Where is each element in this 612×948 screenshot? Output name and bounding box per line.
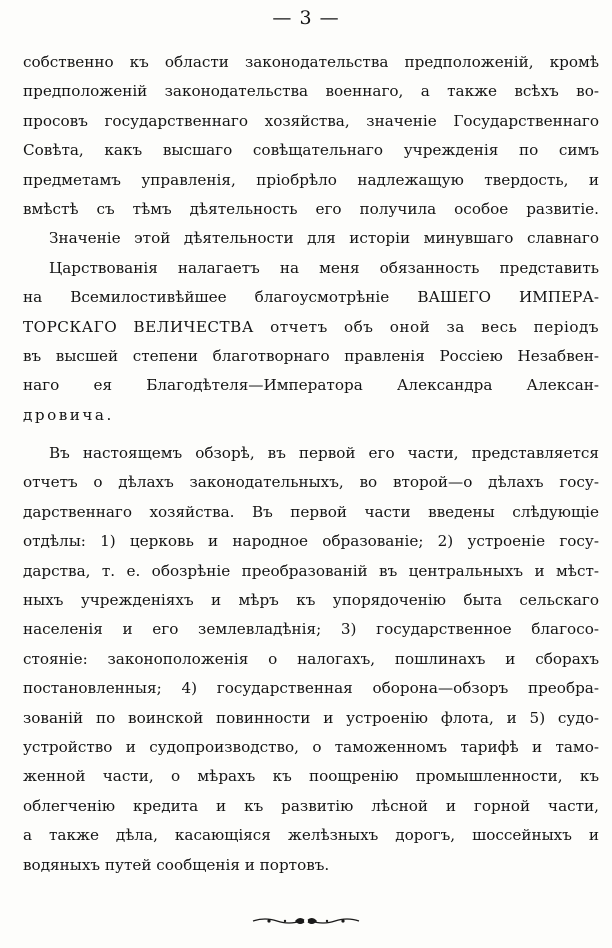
text-line: ныхъ учрежденiяхъ и мѣръ къ упорядоченiю быта сельскаго	[23, 591, 599, 610]
text-line: собственно къ области законодательства предположенiй, кромѣ	[23, 53, 599, 71]
text-line: а также дѣла, касающiяся желѣзныхъ дорогъ, шоссейныхъ и	[23, 826, 599, 845]
text-line: просовъ государственнаго хозяйства, значенiе Государственнаго	[23, 111, 599, 130]
text-line: въ высшей степени благотворнаго правленiя Россiею Незабвен-	[23, 346, 599, 365]
ornamental-divider-icon	[251, 913, 361, 929]
text-line: на Всемилостивѣйшее благоусмотрѣнiе ВАШЕГО ИМПЕРА-	[23, 288, 599, 307]
text-line: предметамъ управленiя, прiобрѣло надлежащую твердость, и	[23, 170, 599, 189]
text-line: дарственнаго хозяйства. Въ первой части введены слѣдующiе	[23, 502, 599, 521]
text-line: предположенiй законодательства военнаго, а также всѣхъ во-	[23, 82, 599, 101]
text-line: отдѣлы: 1) церковь и народное образованiе; 2) устроенiе госу-	[23, 532, 599, 551]
text-line: дровича.	[23, 405, 114, 424]
text-line: населенiя и его землевладѣнiя; 3) государственное благосо-	[23, 620, 599, 639]
text-line: ТОРСКАГО ВЕЛИЧЕСТВА отчетъ объ оной за весь перiодъ	[23, 317, 599, 336]
text-line: Въ настоящемъ обзорѣ, въ первой его части, представляется	[49, 444, 599, 463]
body-text	[23, 48, 599, 880]
text-line: водяныхъ путей сообщенiя и портовъ.	[23, 855, 330, 874]
page-number: — 3 —	[272, 7, 340, 29]
text-line: отчетъ о дѣлахъ законодательныхъ, во второй—о дѣлахъ госу-	[23, 473, 599, 492]
paragraph-1	[23, 48, 599, 430]
text-line: Значенiе этой дѣятельности для исторiи минувшаго славнаго	[49, 229, 599, 248]
text-line: женной части, о мѣрахъ къ поощренiю промышленности, къ	[23, 767, 599, 786]
text-line: Царствованiя налагаетъ на меня обязанность представить	[49, 258, 599, 277]
text-line: Совѣта, какъ высшаго совѣщательнаго учрежденiя по симъ	[23, 141, 599, 160]
text-line: облегченiю кредита и къ развитiю лѣсной и горной части,	[23, 796, 599, 815]
text-line: вмѣстѣ съ тѣмъ дѣятельность его получила особое развитiе.	[23, 199, 599, 218]
text-line: устройство и судопроизводство, о таможенномъ тарифѣ и тамо-	[23, 737, 599, 756]
text-line: стоянiе: законоположенiя о налогахъ, пошлинахъ и сборахъ	[23, 649, 599, 668]
paragraph-2	[23, 439, 599, 880]
text-line: наго ея Благодѣтеля—Императора Александра Алексан-	[23, 376, 599, 395]
text-line: зованiй по воинской повинности и устроенiю флота, и 5) судо-	[23, 708, 599, 727]
text-line: постановленныя; 4) государственная оборона—обзоръ преобра-	[23, 679, 599, 698]
text-line: дарства, т. е. обозрѣнiе преобразованiй въ центральныхъ и мѣст-	[23, 561, 599, 580]
